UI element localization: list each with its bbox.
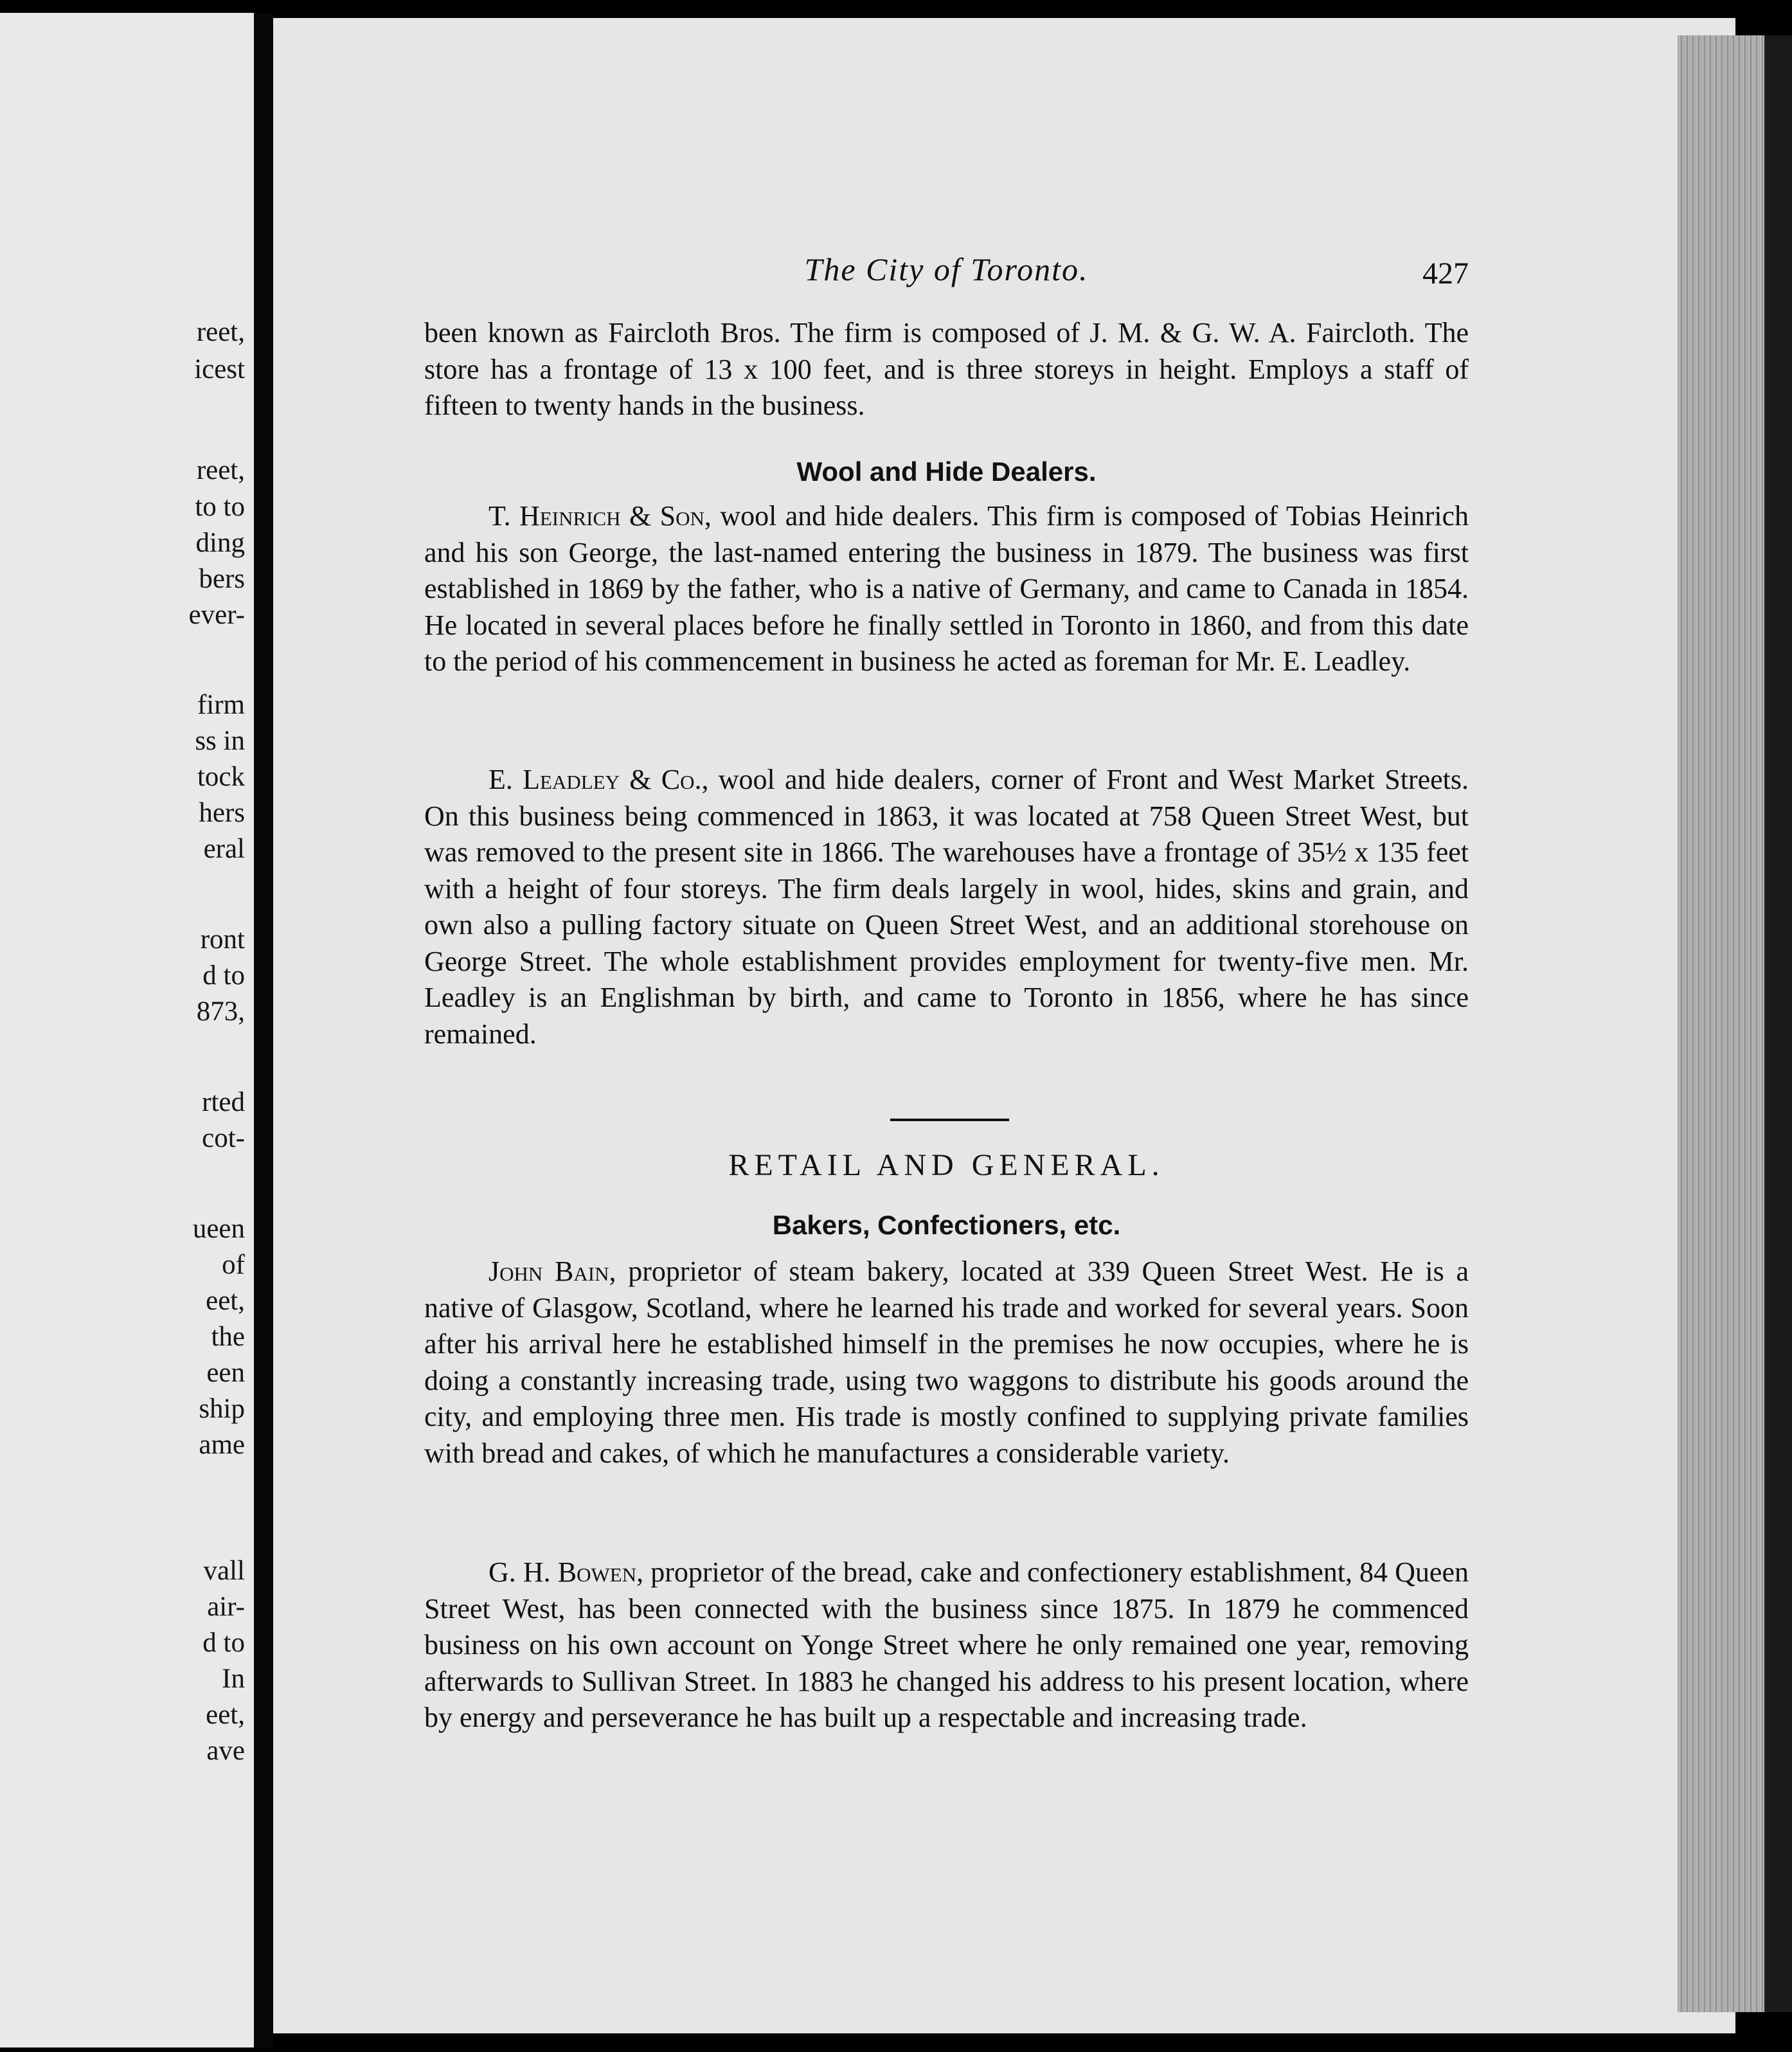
left-page-line: hers <box>199 798 245 828</box>
paragraph <box>424 498 1469 680</box>
paragraph-text: wool and hide dealers. This firm is composed of Tobias Heinrich and his son George, the last-named entering the business in 1879. The business was first established in 1869 by the father, who is a native of Germany, and came to Canada in 1854. He located in several places before he finally settled in Toronto in 1860, and from this date to the period of his commencement in business he acted as foreman for Mr. E. Leadley. <box>424 500 1469 677</box>
heading-bakers-confectioners: Bakers, Confectioners, etc. <box>772 1210 1121 1240</box>
firm-name: T. Heinrich & Son, <box>488 500 712 532</box>
heading-wool-hide-dealers: Wool and Hide Dealers. <box>796 456 1097 487</box>
heading-retail-general: RETAIL AND GENERAL. <box>728 1148 1165 1182</box>
firm-name: E. Leadley & Co., <box>488 764 709 795</box>
firm-name: John Bain, <box>488 1256 616 1287</box>
left-page-line: tock <box>197 762 245 792</box>
bowen-paragraph <box>424 1554 1469 1736</box>
left-page-line: rted <box>202 1087 245 1117</box>
left-page-line: vall <box>203 1556 245 1586</box>
left-page-line: firm <box>197 690 245 720</box>
left-page-line: ueen <box>192 1214 245 1244</box>
paragraph-text: wool and hide dealers, corner of Front and West Market Streets. On this business being commenced in 1863, it was located at 758 Queen Street West, but was removed to the present site in 1866. The warehouses have a frontage of 35½ x 135 feet with a height of four storeys. The firm deals largely in wool, hides, skins and grain, and own also a pulling factory situate on Queen Street West, and an additional storehouse on George Street. The whole establishment provides employment for twenty-five men. Mr. Leadley is an Englishman by birth, and came to Toronto in 1856, where he has since remained. <box>424 764 1469 1050</box>
paragraph <box>424 1254 1469 1472</box>
paragraph-text: proprietor of the bread, cake and confectionery establishment, 84 Queen Street West, has been connected with the business since 1875. In 1879 he commenced business on his own account on Yonge Street where he only remained one year, removing afterwards to Sullivan Street. In 1883 he changed his address to his present location, where by energy and perseverance he has built up a respectable and increasing trade. <box>424 1556 1469 1733</box>
left-page-line: the <box>211 1322 245 1352</box>
left-page-line: reet, <box>196 317 245 347</box>
left-page-line: bers <box>199 564 245 594</box>
paragraph <box>424 1554 1469 1736</box>
left-page-line: ding <box>195 528 245 558</box>
left-page-line: In <box>222 1664 245 1694</box>
leadley-paragraph <box>424 762 1469 1052</box>
left-page-line: ss in <box>195 726 245 756</box>
section-divider <box>890 1119 1009 1121</box>
faircloth-paragraph <box>424 315 1469 424</box>
heinrich-paragraph <box>424 498 1469 680</box>
page-edges <box>1678 35 1774 2012</box>
left-facing-page <box>0 13 254 2048</box>
left-page-line: air- <box>207 1592 245 1622</box>
running-head <box>424 251 1469 296</box>
running-head-title: The City of Toronto. <box>804 251 1089 287</box>
left-page-line: ame <box>199 1430 245 1460</box>
left-page-line: ship <box>199 1394 245 1424</box>
left-page-line: een <box>206 1358 245 1388</box>
left-page-line: reet, <box>196 455 245 485</box>
left-page-line: ave <box>206 1736 245 1766</box>
left-page-line: icest <box>194 354 245 384</box>
paragraph <box>424 762 1469 1052</box>
left-page-line: ront <box>200 924 245 955</box>
paragraph-text: proprietor of steam bakery, located at 339 Queen Street West. He is a native of Glasgow, Scotland, where he learned his trade and worked for several years. Soon after his arrival here he established himself in the premises he now occupies, where he is doing a constantly increasing trade, using two waggons to distribute his goods around the city, and employing three men. His trade is mostly confined to supplying private families with bread and cakes, of which he manufactures a considerable variety. <box>424 1256 1469 1469</box>
left-page-line: cot- <box>202 1123 245 1153</box>
left-page-line: to to <box>195 492 245 522</box>
left-page-line: 873, <box>196 996 245 1027</box>
left-page-line: d to <box>202 960 245 991</box>
left-page-line: ever- <box>188 600 245 630</box>
left-page-line: eral <box>203 834 245 864</box>
left-page-line: eet, <box>206 1286 245 1316</box>
paragraph-text: been known as Faircloth Bros. The firm is composed of J. M. & G. W. A. Faircloth. The store has a frontage of 13 x 100 feet, and is three storeys in height. Employs a staff of fifteen to twenty hands in the business. <box>424 317 1469 421</box>
firm-name: G. H. Bowen, <box>488 1556 644 1588</box>
book-gutter <box>254 13 273 2048</box>
left-page-line: of <box>222 1250 245 1280</box>
left-page-line: d to <box>202 1628 245 1658</box>
page-number: 427 <box>1422 256 1469 291</box>
bain-paragraph <box>424 1254 1469 1472</box>
left-page-line: eet, <box>206 1700 245 1730</box>
book-cover-edge <box>1764 35 1792 2012</box>
